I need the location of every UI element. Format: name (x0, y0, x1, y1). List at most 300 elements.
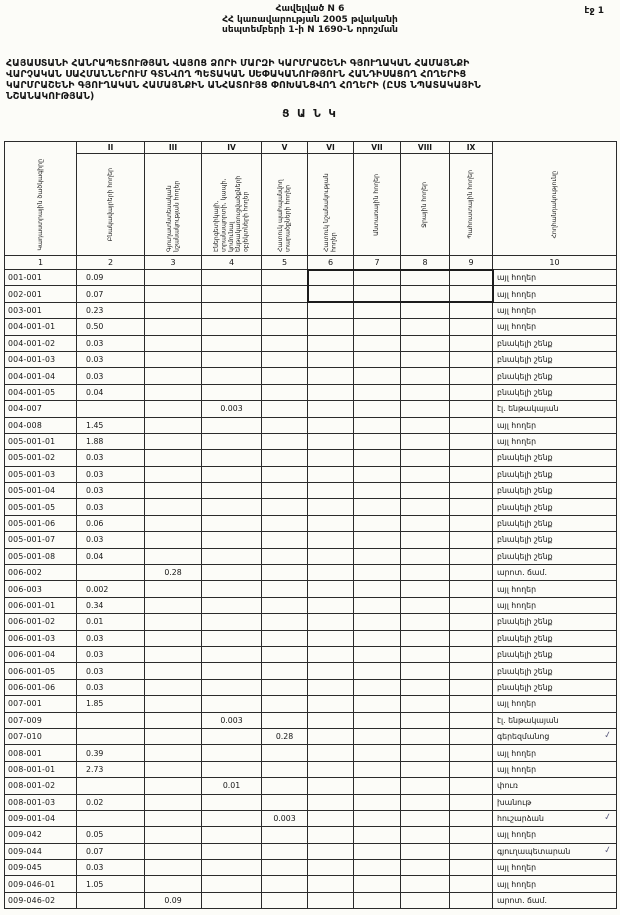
cell-area-value (354, 368, 401, 384)
cell-area-value (354, 466, 401, 482)
column-label: Բնակավայրերի հողեր (106, 167, 114, 242)
cell-area-value (401, 581, 450, 597)
cell-area-value (77, 892, 145, 908)
handwritten-mark: ✓ (603, 730, 613, 742)
cell-area-value (450, 417, 493, 433)
cell-area-value (308, 532, 354, 548)
cell-land-use: այլ հողեր (493, 761, 617, 777)
cell-area-value (401, 270, 450, 286)
cell-area-value (145, 745, 202, 761)
table-row (5, 614, 617, 630)
cell-cadastral-code: 005-001-04 (5, 483, 77, 499)
cell-area-value (202, 335, 262, 351)
cell-area-value (262, 466, 308, 482)
cell-area-value (77, 728, 145, 744)
column-label: Կադաստրային ծածկագիրը (36, 158, 44, 251)
cell-area-value: 0.02 (77, 794, 145, 810)
cell-land-use: գերեզմանոց (493, 728, 617, 744)
table-row (5, 745, 617, 761)
table-row (5, 794, 617, 810)
cell-area-value: 0.003 (202, 401, 262, 417)
cell-land-use: այլ հողեր (493, 302, 617, 318)
document-title (6, 58, 616, 102)
cell-area-value (202, 450, 262, 466)
cell-area-value (202, 581, 262, 597)
cell-area-value (308, 499, 354, 515)
cell-area-value (262, 335, 308, 351)
cell-area-value (308, 450, 354, 466)
cell-area-value (77, 778, 145, 794)
cell-area-value (262, 532, 308, 548)
table-head (5, 142, 617, 270)
table-row (5, 597, 617, 613)
cell-area-value (354, 335, 401, 351)
table-row (5, 565, 617, 581)
cell-cadastral-code: 004-001-02 (5, 335, 77, 351)
cell-area-value: 0.03 (77, 368, 145, 384)
cell-area-value (202, 548, 262, 564)
column-number: 6 (308, 256, 354, 270)
cell-area-value (262, 597, 308, 613)
cell-area-value (145, 761, 202, 777)
cell-land-use: այլ հողեր (493, 270, 617, 286)
table-row (5, 466, 617, 482)
column-roman-numeral: VIII (401, 142, 449, 154)
cell-area-value (202, 876, 262, 892)
cell-area-value (401, 728, 450, 744)
cell-cadastral-code: 004-001-03 (5, 351, 77, 367)
table-row (5, 302, 617, 318)
cell-cadastral-code: 004-008 (5, 417, 77, 433)
cell-cadastral-code: 005-001-01 (5, 433, 77, 449)
table-row (5, 696, 617, 712)
cell-area-value (308, 876, 354, 892)
cell-area-value (401, 532, 450, 548)
cell-land-use: այլ հողեր (493, 433, 617, 449)
cell-cadastral-code: 009-044 (5, 843, 77, 859)
column-roman-numeral: VII (354, 142, 400, 154)
cell-area-value (145, 614, 202, 630)
title-line-2: ՎԱՐՉԱԿԱՆ ՍԱՀՄԱՆՆԵՐՈՒՄ ԳՏՆՎՈՂ ՊԵՏԱԿԱՆ ՍԵՓԱԿԱՆՈՒԹՅՈՒՆ ՀԱՆԴԻՍԱՑՈՂ ՀՈՂԵՐԻՑ (6, 69, 467, 80)
cell-area-value (145, 335, 202, 351)
cell-area-value (145, 810, 202, 826)
cell-area-value: 0.34 (77, 597, 145, 613)
cell-area-value: 0.09 (145, 892, 202, 908)
cell-area-value (401, 712, 450, 728)
cell-land-use: բնակելի շենք (493, 614, 617, 630)
column-roman-numeral: IV (202, 142, 261, 154)
cell-land-use: խանութ (493, 794, 617, 810)
cell-area-value (262, 876, 308, 892)
cell-land-use: բնակելի շենք (493, 646, 617, 662)
cell-area-value (202, 351, 262, 367)
cell-land-use: բնակելի շենք (493, 384, 617, 400)
table-row (5, 663, 617, 679)
cell-area-value: 0.01 (77, 614, 145, 630)
cell-area-value (401, 860, 450, 876)
table-row (5, 778, 617, 794)
cell-area-value (145, 499, 202, 515)
cell-area-value: 0.07 (77, 843, 145, 859)
cell-area-value (145, 597, 202, 613)
cell-land-use: բնակելի շենք (493, 663, 617, 679)
cell-area-value (450, 401, 493, 417)
list-heading: Ց Ա Ն Կ (282, 108, 338, 120)
cell-area-value (401, 351, 450, 367)
appendix-line: Հավելված N 6 (275, 4, 345, 14)
cell-area-value (145, 401, 202, 417)
cell-cadastral-code: 005-001-02 (5, 450, 77, 466)
cell-area-value: 0.01 (202, 778, 262, 794)
cell-area-value (401, 286, 450, 302)
cell-land-use: բնակելի շենք (493, 515, 617, 531)
cell-area-value (202, 270, 262, 286)
cell-area-value (308, 581, 354, 597)
cell-area-value (262, 384, 308, 400)
table-row (5, 843, 617, 859)
cell-area-value (450, 384, 493, 400)
cell-land-use: արոտ. ճամ. (493, 892, 617, 908)
column-roman-numeral (5, 142, 76, 154)
cell-area-value (145, 679, 202, 695)
cell-area-value (450, 860, 493, 876)
cell-area-value (401, 417, 450, 433)
cell-area-value (77, 810, 145, 826)
cell-area-value (354, 876, 401, 892)
cell-area-value (202, 794, 262, 810)
cell-area-value: 1.05 (77, 876, 145, 892)
table-row (5, 761, 617, 777)
cell-area-value: 0.03 (77, 499, 145, 515)
cell-area-value (308, 810, 354, 826)
cell-area-value (145, 548, 202, 564)
cell-area-value: 0.002 (77, 581, 145, 597)
cell-area-value (354, 597, 401, 613)
cell-cadastral-code: 005-001-07 (5, 532, 77, 548)
cell-area-value (308, 286, 354, 302)
column-label: Հողհանդակությունը (550, 170, 558, 239)
cell-land-use: գյուղապետարան (493, 843, 617, 859)
column-roman-numeral: V (262, 142, 307, 154)
cell-area-value (401, 319, 450, 335)
rotated-label-box (5, 154, 76, 255)
cell-cadastral-code: 006-002 (5, 565, 77, 581)
cell-area-value (450, 319, 493, 335)
cell-area-value (354, 761, 401, 777)
table-row (5, 712, 617, 728)
column-header (493, 142, 617, 256)
cell-area-value (262, 892, 308, 908)
cell-area-value (401, 892, 450, 908)
cell-area-value: 0.04 (77, 548, 145, 564)
cell-area-value (354, 827, 401, 843)
column-number: 7 (354, 256, 401, 270)
table-row (5, 548, 617, 564)
cell-area-value (202, 827, 262, 843)
cell-area-value (450, 761, 493, 777)
column-number: 4 (202, 256, 262, 270)
cell-area-value (354, 696, 401, 712)
cell-cadastral-code: 006-001-05 (5, 663, 77, 679)
cell-area-value: 0.03 (77, 466, 145, 482)
cell-area-value (354, 778, 401, 794)
cell-area-value: 0.28 (145, 565, 202, 581)
cell-land-use: հուշարձան (493, 810, 617, 826)
cell-area-value (262, 433, 308, 449)
cell-area-value (77, 712, 145, 728)
cell-area-value (145, 302, 202, 318)
cell-area-value: 0.03 (77, 532, 145, 548)
cell-area-value (145, 581, 202, 597)
cell-area-value (145, 794, 202, 810)
cell-area-value (202, 466, 262, 482)
cell-area-value (401, 515, 450, 531)
cell-area-value (354, 565, 401, 581)
cell-area-value (262, 515, 308, 531)
cell-land-use: փուռ (493, 778, 617, 794)
cell-cadastral-code: 008-001-02 (5, 778, 77, 794)
cell-land-use: այլ հողեր (493, 860, 617, 876)
column-number: 10 (493, 256, 617, 270)
column-roman-numeral (493, 142, 616, 154)
cell-area-value (262, 679, 308, 695)
cell-area-value (308, 335, 354, 351)
cell-area-value (354, 843, 401, 859)
cell-area-value (262, 565, 308, 581)
cell-area-value (262, 270, 308, 286)
cell-area-value (308, 843, 354, 859)
title-line-4: ՆՇԱՆԱԿՈՒԹՅԱՆ) (6, 91, 95, 102)
column-header (308, 142, 354, 256)
cell-area-value (262, 663, 308, 679)
cell-land-use: էլ. ենթակայան (493, 712, 617, 728)
cell-area-value (450, 778, 493, 794)
cell-area-value (401, 597, 450, 613)
cell-area-value (354, 663, 401, 679)
cell-area-value (262, 794, 308, 810)
cell-area-value (308, 433, 354, 449)
cell-land-use: այլ հողեր (493, 286, 617, 302)
cell-cadastral-code: 007-001 (5, 696, 77, 712)
cell-area-value (202, 483, 262, 499)
cell-area-value (354, 810, 401, 826)
table-row (5, 499, 617, 515)
cell-land-use: բնակելի շենք (493, 679, 617, 695)
cell-land-use: արոտ. ճամ. (493, 565, 617, 581)
cell-area-value (354, 614, 401, 630)
cell-area-value (145, 433, 202, 449)
cell-area-value (308, 302, 354, 318)
column-label: Գյուղատնտեսական նշանակության հողեր (165, 180, 180, 252)
table-row (5, 319, 617, 335)
table-row (5, 827, 617, 843)
cell-area-value (401, 663, 450, 679)
table-row (5, 860, 617, 876)
cell-area-value (450, 335, 493, 351)
cell-cadastral-code: 004-001-01 (5, 319, 77, 335)
column-roman-numeral: II (77, 142, 144, 154)
cell-area-value (202, 499, 262, 515)
cell-area-value (450, 614, 493, 630)
rotated-label-box (145, 154, 201, 255)
cell-area-value (354, 532, 401, 548)
cell-area-value: 0.03 (77, 450, 145, 466)
cell-area-value (77, 401, 145, 417)
table-row (5, 630, 617, 646)
column-number: 2 (77, 256, 145, 270)
cell-area-value (308, 483, 354, 499)
cell-area-value (450, 646, 493, 662)
cell-area-value (450, 597, 493, 613)
column-number: 8 (401, 256, 450, 270)
cell-area-value (262, 351, 308, 367)
table-row (5, 286, 617, 302)
cell-area-value (308, 368, 354, 384)
cell-area-value (308, 696, 354, 712)
column-header (354, 142, 401, 256)
cell-area-value (354, 433, 401, 449)
table-row (5, 810, 617, 826)
cell-area-value (308, 548, 354, 564)
cell-land-use: այլ հողեր (493, 696, 617, 712)
table-row (5, 876, 617, 892)
column-number: 9 (450, 256, 493, 270)
cell-area-value (145, 368, 202, 384)
cell-area-value (450, 302, 493, 318)
cell-area-value (202, 646, 262, 662)
cell-area-value (262, 499, 308, 515)
cell-area-value (401, 368, 450, 384)
column-header (401, 142, 450, 256)
cell-area-value (308, 728, 354, 744)
cell-land-use: այլ հողեր (493, 827, 617, 843)
cell-area-value (145, 270, 202, 286)
column-header (145, 142, 202, 256)
cell-area-value (450, 499, 493, 515)
cell-area-value (202, 679, 262, 695)
cell-area-value (308, 351, 354, 367)
cell-area-value (262, 843, 308, 859)
table-row (5, 450, 617, 466)
cell-area-value (262, 745, 308, 761)
cell-area-value (145, 646, 202, 662)
cell-area-value (450, 827, 493, 843)
table-row (5, 515, 617, 531)
cell-area-value: 0.003 (202, 712, 262, 728)
table-row (5, 384, 617, 400)
cell-area-value (401, 548, 450, 564)
table-row (5, 483, 617, 499)
cell-area-value: 1.88 (77, 433, 145, 449)
decree-line-2: սեպտեմբերի 1-ի N 1690-Ն որոշման (222, 25, 398, 35)
cell-area-value (262, 860, 308, 876)
cell-land-use: բնակելի շենք (493, 499, 617, 515)
cell-cadastral-code: 005-001-08 (5, 548, 77, 564)
cell-area-value (401, 761, 450, 777)
cell-area-value (308, 745, 354, 761)
cell-area-value: 0.04 (77, 384, 145, 400)
cell-area-value (450, 892, 493, 908)
table-row (5, 581, 617, 597)
cell-area-value (202, 515, 262, 531)
cell-cadastral-code: 005-001-06 (5, 515, 77, 531)
cell-area-value (145, 843, 202, 859)
cell-area-value (202, 368, 262, 384)
cell-area-value (450, 745, 493, 761)
cell-land-use: այլ հողեր (493, 597, 617, 613)
cell-land-use: բնակելի շենք (493, 466, 617, 482)
rotated-label-box (493, 154, 616, 255)
cell-area-value (145, 728, 202, 744)
cell-area-value: 0.03 (77, 860, 145, 876)
cell-area-value (202, 696, 262, 712)
cell-land-use: բնակելի շենք (493, 450, 617, 466)
cell-area-value: 0.03 (77, 483, 145, 499)
cell-area-value (354, 728, 401, 744)
cell-area-value (401, 679, 450, 695)
cell-area-value (450, 630, 493, 646)
cell-area-value (354, 417, 401, 433)
cell-area-value (450, 810, 493, 826)
cell-area-value (308, 712, 354, 728)
cell-area-value (145, 286, 202, 302)
cell-cadastral-code: 004-001-04 (5, 368, 77, 384)
cell-area-value: 0.09 (77, 270, 145, 286)
table-row (5, 401, 617, 417)
cell-area-value (354, 548, 401, 564)
cell-area-value (401, 778, 450, 794)
cell-area-value (308, 401, 354, 417)
cell-area-value (202, 892, 262, 908)
cell-area-value (450, 433, 493, 449)
cell-area-value (308, 663, 354, 679)
cell-area-value: 0.39 (77, 745, 145, 761)
cell-area-value (308, 270, 354, 286)
cell-area-value (450, 351, 493, 367)
cell-land-use: բնակելի շենք (493, 335, 617, 351)
cell-area-value: 0.03 (77, 335, 145, 351)
column-roman-numeral: III (145, 142, 201, 154)
cell-area-value (354, 286, 401, 302)
cell-area-value (145, 630, 202, 646)
cell-area-value (202, 532, 262, 548)
cell-land-use: բնակելի շենք (493, 630, 617, 646)
table-row (5, 646, 617, 662)
cell-area-value (401, 696, 450, 712)
cell-area-value (202, 302, 262, 318)
cell-area-value (145, 663, 202, 679)
cell-cadastral-code: 009-045 (5, 860, 77, 876)
cell-cadastral-code: 004-001-05 (5, 384, 77, 400)
cell-cadastral-code: 001-001 (5, 270, 77, 286)
rotated-label-box (401, 154, 449, 255)
column-number: 1 (5, 256, 77, 270)
cell-land-use: էլ. ենթակայան (493, 401, 617, 417)
column-label: Ջրային հողեր (421, 181, 429, 228)
cell-area-value (308, 761, 354, 777)
column-number: 3 (145, 256, 202, 270)
table-row (5, 417, 617, 433)
cell-area-value (308, 679, 354, 695)
table-row (5, 728, 617, 744)
cell-area-value (308, 860, 354, 876)
cell-area-value (401, 827, 450, 843)
cell-area-value (262, 646, 308, 662)
cell-cadastral-code: 008-001-01 (5, 761, 77, 777)
cell-area-value (450, 483, 493, 499)
cell-area-value (308, 515, 354, 531)
appendix-header (0, 4, 620, 36)
